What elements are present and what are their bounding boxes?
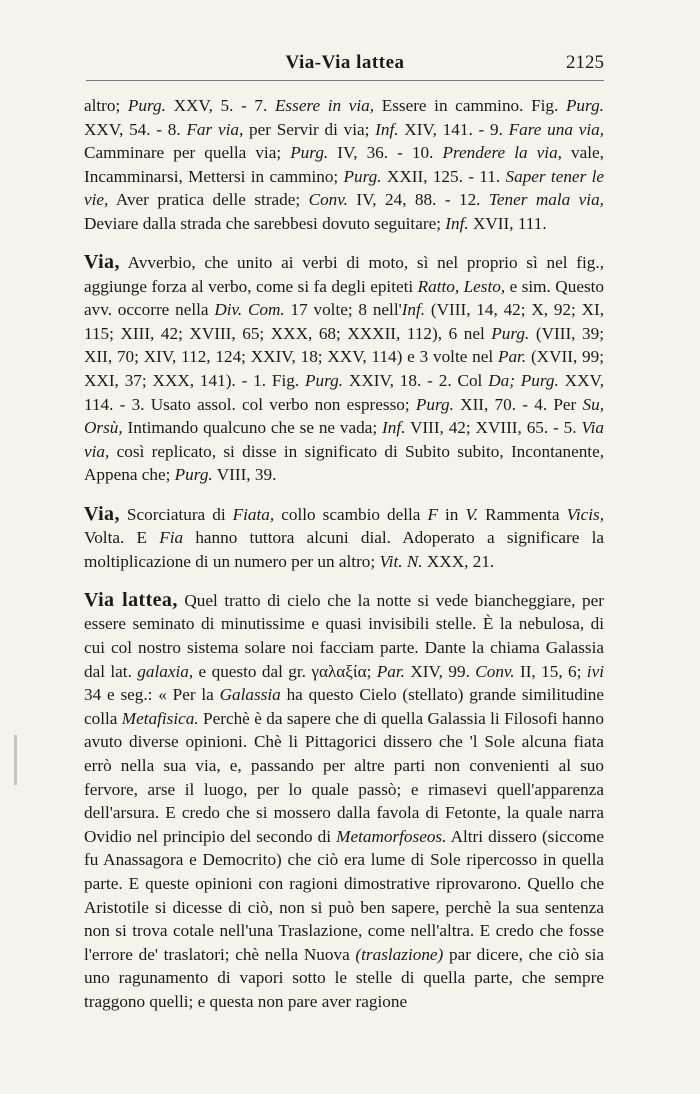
text-run: in [437, 504, 466, 524]
text-run: XIV, 141. - 9. [398, 119, 509, 139]
text-run: XXV, 54. - 8. [84, 119, 187, 139]
text-run: vale, Incamminarsi, Mettersi in cammino; [84, 143, 604, 186]
text-run: (VIII, 39; XII, 70; XIV, 112, 124; XXIV, 18; XXV, 114) e 3 volte nel [84, 323, 604, 367]
italic-text: Inf. [382, 418, 406, 438]
text-run: Aver pratica delle strade; [108, 190, 309, 210]
text-run: ha questo Cielo (stellato) grande similitudine colla [84, 685, 604, 728]
italic-text: Purg. [491, 323, 530, 343]
italic-text: Inf. [445, 213, 469, 233]
text-run: Rammenta [478, 504, 567, 524]
italic-text: Purg. [415, 394, 454, 414]
italic-text: Via via, [84, 418, 604, 461]
text-run: per Servir di via; [243, 119, 376, 139]
italic-text: Inf. [375, 119, 399, 139]
text-run: altro; [84, 96, 128, 115]
text-run: Camminare per quella via; [84, 143, 291, 163]
text-run: XII, 70. - 4. Per [453, 394, 583, 414]
page-number: 2125 [566, 52, 604, 73]
italic-text: V. [465, 504, 479, 524]
entry-continuation [84, 94, 604, 236]
running-title: Via-Via lattea [285, 52, 405, 73]
italic-text: Tener mala via, [488, 190, 604, 210]
italic-text: Essere in via, [274, 96, 375, 115]
text-run: e questo dal gr. γαλαξία; [193, 661, 377, 681]
text-run: così replicato, si disse in significato di Subito subito, Incontanente, Appena che; [84, 441, 604, 485]
text-run: XXV, 5. - 7. [165, 96, 275, 115]
text-run: 34 e seg.: « Per la [84, 685, 220, 705]
text-run: e sim. Questo avv. occorre nella [84, 276, 605, 320]
italic-text: Galassia [219, 685, 281, 705]
italic-text: Metamorfoseos. [336, 826, 447, 846]
italic-text: Saper tener le vie, [84, 166, 604, 210]
margin-smudge [14, 735, 17, 785]
italic-text: (traslazione) [355, 944, 444, 964]
headword: Via lattea, [84, 588, 178, 611]
italic-text: Purg. [290, 143, 329, 163]
text-run: IV, 24, 88. - 12. [347, 190, 489, 210]
text-run: Perchè è da sapere che di quella Galassia li Filosofi hanno avuto diverse opinioni. Chè li Pittagorici dissero che 'l Sole alcuna fiata errò nella sua via, e, passando per altre parti non convenienti al suo fervore, arse il luogo, per lo quale passò; e rimasevi quell'apparenza dell'arsura. E credo che si mossero dalla favola di Fetonte, la quale narra Ovidio nel principio del secondo di [84, 708, 604, 846]
italic-text: F [427, 504, 438, 524]
italic-text: Par. [376, 661, 405, 681]
italic-text: Purg. [127, 96, 166, 115]
italic-text: Far via, [186, 119, 244, 139]
italic-text: Div. Com. [214, 300, 285, 320]
italic-text: Purg. [174, 465, 213, 485]
text-run: VIII, 42; XVIII, 65. - 5. [405, 418, 582, 438]
text-run: 17 volte; 8 nell' [284, 300, 402, 320]
text-run: Essere in cammino. Fig. [374, 96, 566, 115]
italic-text: Metafisica. [121, 708, 199, 728]
text-run: Quel tratto di cielo che la notte si vede biancheggiare, per essere seminato di minutissime e quasi invisibili stelle. È la nebulosa, di cui col nostro sistema solare noi facciam parte. Dante la chiama Galassia dal lat. [84, 590, 604, 681]
dictionary-body [84, 94, 604, 1029]
text-run: XVII, 111. [468, 213, 547, 233]
italic-text: Conv. [308, 190, 348, 210]
italic-text: Fia [159, 528, 184, 548]
text-run: IV, 36. - 10. [328, 143, 443, 163]
italic-text: Vicis, [566, 504, 604, 524]
italic-text: Purg. [343, 166, 382, 186]
text-run: XXV, 114. - 3. Usato assol. col verbo non espresso; [84, 371, 604, 414]
italic-text: Purg. [305, 371, 344, 391]
text-run: Scorciatura di [119, 504, 233, 524]
italic-text: Conv. [475, 661, 515, 681]
headword: Via, [84, 502, 120, 525]
running-header [86, 52, 604, 82]
text-run: (VIII, 14, 42; X, 92; XI, 115; XIII, 42; XVIII, 65; XXX, 68; XXXII, 112), 6 nel [84, 300, 605, 343]
text-run: Intimando qualcuno che se ne vada; [122, 418, 383, 438]
headword: Via, [84, 251, 120, 274]
italic-text: Purg. [565, 96, 604, 115]
italic-text: Da; Purg. [488, 371, 559, 391]
italic-text: Par. [497, 347, 527, 367]
italic-text: Vit. N. [379, 551, 423, 571]
italic-text: ivi [586, 661, 604, 681]
text-run: (XVII, 99; XXI, 37; XXX, 141). - 1. Fig. [84, 347, 605, 391]
italic-text: Fare una via, [508, 119, 604, 139]
italic-text: Inf. [401, 300, 426, 320]
text-run: Deviare dalla strada che sarebbesi dovuto seguitare; [84, 213, 446, 233]
text-run: par dicere, che ciò sia uno ragunamento di vapori sotto le stelle di quella parte, che sempre traggono quelli; e questa non pare aver ragione [84, 944, 604, 1011]
italic-text: Su, Orsù, [84, 394, 604, 438]
header-rule [86, 80, 604, 81]
text-run: hanno tuttora alcuni dial. Adoperato a significare la moltiplicazione di un numero per un altro; [84, 528, 604, 571]
text-run: XXII, 125. - 11. [381, 166, 506, 186]
italic-text: Prendere la via, [442, 143, 562, 163]
text-run: II, 15, 6; [514, 661, 587, 681]
text-run: VIII, 39. [212, 465, 277, 485]
text-run: Avverbio, che unito ai verbi di moto, sì nel proprio sì nel fig., aggiunge forza al verbo, come si fa degli epiteti [84, 253, 604, 296]
text-run: XXIV, 18. - 2. Col [343, 371, 489, 391]
entry-via-fiata [84, 503, 604, 574]
text-run: Altri dissero (siccome fu Anassagora e Democrito) che ciò era lume di Sole ripercosso in quella parte. E queste opinioni con ragioni dimostrative riprovarono. Quello che Aristotile si dicesse di ciò, non si può ben sapere, perchè la sua sentenza non si trova cotale nell'una Traslazione, come nell'altra. E credo che fosse l'errore de' traslatori; chè nella Nuova [84, 826, 604, 964]
italic-text: galaxia, [137, 661, 194, 681]
entry-via-avverbio [84, 251, 604, 487]
text-run: collo scambio della [274, 504, 428, 524]
text-run: XIV, 99. [404, 661, 476, 681]
italic-text: Fiata, [232, 504, 275, 524]
italic-text: Ratto, Lesto, [417, 276, 506, 296]
text-run: Volta. E [84, 528, 160, 548]
text-run: XXX, 21. [422, 551, 495, 571]
entry-via-lattea [84, 589, 604, 1014]
